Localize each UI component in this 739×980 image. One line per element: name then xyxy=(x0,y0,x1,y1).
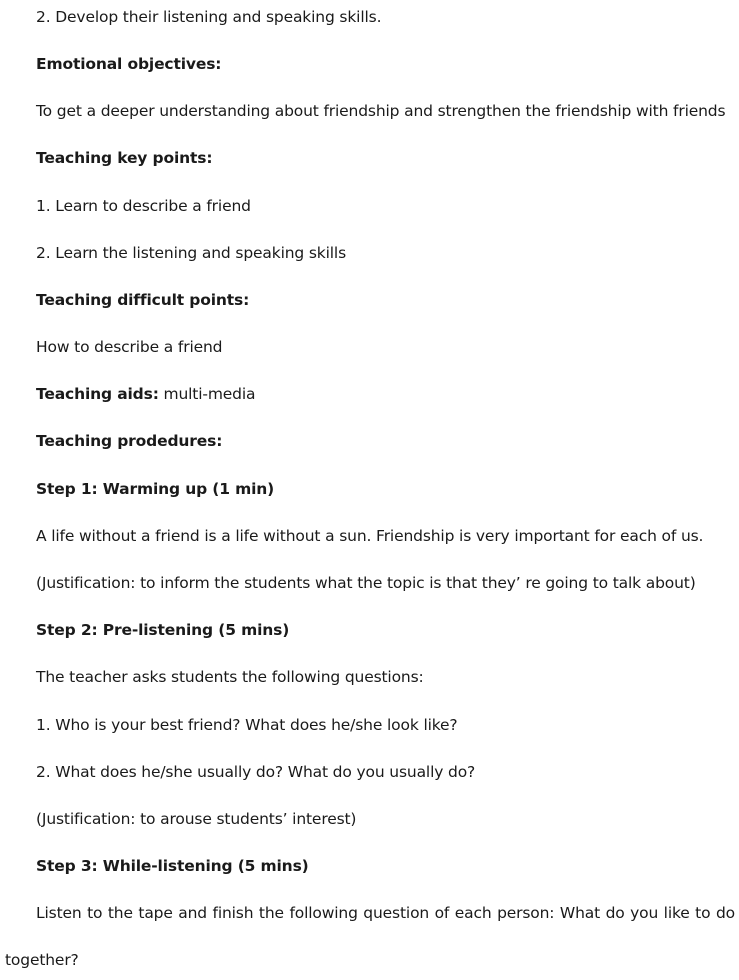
teaching-aids-line xyxy=(36,382,739,406)
step1-text: A life without a friend is a life without a sun. Friendship is very important for each of us. xyxy=(36,527,704,545)
key-point-item-2: 2. Learn the listening and speaking skills xyxy=(36,244,347,262)
teaching-aids-value: multi-media xyxy=(158,385,256,403)
step1-heading: Step 1: Warming up (1 min) xyxy=(36,480,275,498)
step3-text-continued: together? xyxy=(5,951,79,969)
step2-question-1: 1. Who is your best friend? What does he/she look like? xyxy=(36,716,458,734)
emotional-objectives-text: To get a deeper understanding about friendship and strengthen the friendship with friends xyxy=(36,102,726,120)
procedures-heading: Teaching prodedures: xyxy=(36,432,223,450)
step2-text: The teacher asks students the following questions: xyxy=(36,668,424,686)
key-points-heading: Teaching key points: xyxy=(36,149,213,167)
objective-item-2: 2. Develop their listening and speaking skills. xyxy=(36,8,382,26)
step2-question-2: 2. What does he/she usually do? What do you usually do? xyxy=(36,763,476,781)
key-point-item-1: 1. Learn to describe a friend xyxy=(36,197,251,215)
emotional-objectives-heading: Emotional objectives: xyxy=(36,55,222,73)
teaching-aids-label: Teaching aids: xyxy=(36,385,159,403)
difficult-points-text: How to describe a friend xyxy=(36,338,223,356)
difficult-points-heading: Teaching difficult points: xyxy=(36,291,250,309)
step3-heading: Step 3: While-listening (5 mins) xyxy=(36,857,309,875)
step1-justification: (Justification: to inform the students what the topic is that they’ re going to talk about) xyxy=(36,574,696,592)
step2-justification: (Justification: to arouse students’ interest) xyxy=(36,810,357,828)
step2-heading: Step 2: Pre-listening (5 mins) xyxy=(36,621,290,639)
step3-text: Listen to the tape and finish the following question of each person: What do you like to do xyxy=(36,904,735,922)
